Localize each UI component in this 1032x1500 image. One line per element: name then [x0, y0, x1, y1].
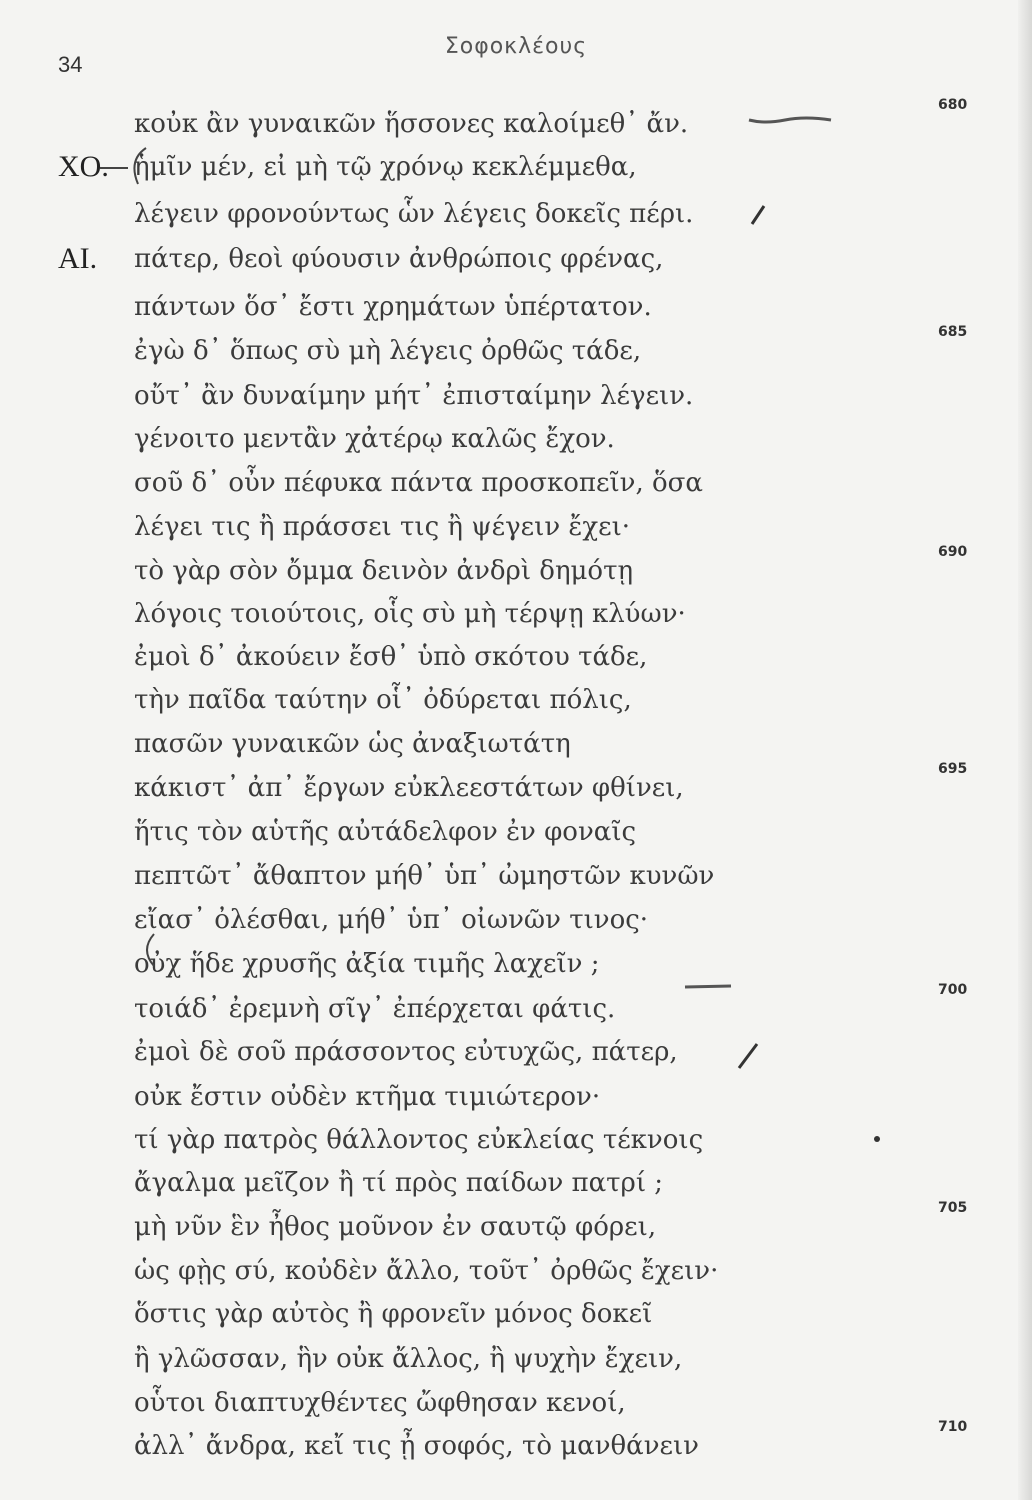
verse-text: ἥτις τὸν αὑτῆς αὐτάδελφον ἐν φοναῖς: [134, 817, 637, 847]
verse-text: πάντων ὅσ᾽ ἔστι χρημάτων ὑπέρτατον.: [134, 292, 652, 322]
verse-line: [0, 1028, 1032, 1076]
verse-line: [0, 761, 1032, 812]
verse-text: πεπτῶτ᾽ ἄθαπτον μήθ᾽ ὑπ᾽ ὠμηστῶν κυνῶν: [134, 861, 715, 891]
running-head: Σοφοκλέους: [444, 34, 588, 59]
verse-text: εἴασ᾽ ὀλέσθαι, μήθ᾽ ὑπ᾽ οἰωνῶν τινος·: [134, 905, 649, 935]
verse-text: ὡς φῂς σύ, κοὐδὲν ἄλλο, τοῦτ᾽ ὀρθῶς ἔχειν·: [134, 1256, 719, 1286]
verse-text: τί γὰρ πατρὸς θάλλοντος εὐκλείας τέκνοις: [134, 1125, 704, 1155]
verse-text: ἄγαλμα μεῖζον ἢ τί πρὸς παίδων πατρί ;: [134, 1168, 664, 1198]
verse-line: [0, 544, 1032, 595]
speaker-label: ΧΟ.: [58, 150, 109, 183]
verse-line: [0, 324, 1032, 375]
verse-line: [0, 633, 1032, 681]
verse-line: [0, 1200, 1032, 1251]
line-number: 705: [938, 1200, 968, 1216]
verse-line: [0, 982, 1032, 1033]
verse-text: ἐγὼ δ᾽ ὅπως σὺ μὴ λέγεις ὀρθῶς τάδε,: [134, 336, 642, 366]
verse-line: [0, 1379, 1032, 1427]
verse-text: λόγοις τοιούτοις, οἷς σὺ μὴ τέρψῃ κλύων·: [134, 599, 686, 629]
verse-text: τοιάδ᾽ ἐρεμνὴ σῖγ᾽ ἐπέρχεται φάτις.: [134, 994, 616, 1024]
line-number: 685: [938, 324, 968, 340]
verse-line: [0, 1335, 1032, 1383]
verse-text: οὐχ ἥδε χρυσῆς ἀξία τιμῆς λαχεῖν ;: [134, 949, 600, 979]
verse-line: [0, 1247, 1032, 1295]
verse-text: κοὐκ ἂν γυναικῶν ἥσσονες καλοίμεθ᾽ ἄν.: [134, 109, 689, 139]
verse-text: λέγειν φρονούντως ὧν λέγεις δοκεῖς πέρι.: [134, 199, 694, 229]
verse-line: [0, 283, 1032, 331]
verse-text: ὅστις γὰρ αὐτὸς ἢ φρονεῖν μόνος δοκεῖ: [134, 1299, 653, 1329]
pencil-bracket-mark: [98, 142, 158, 192]
verse-line: [0, 1159, 1032, 1207]
verse-line: [0, 852, 1032, 900]
verse-text: λέγει τις ἢ πράσσει τις ἢ ψέγειν ἔχει·: [134, 512, 631, 542]
line-number: 690: [938, 544, 968, 560]
pencil-dot-mark: [872, 1134, 882, 1144]
pencil-slash-mark: [748, 202, 768, 228]
pencil-paren-mark: [138, 930, 158, 970]
verse-line: [0, 190, 1032, 238]
verse-text: τὴν παῖδα ταύτην οἷ᾽ ὀδύρεται πόλις,: [134, 685, 632, 715]
verse-text: πασῶν γυναικῶν ὡς ἀναξιωτάτη: [134, 729, 571, 759]
pencil-underline-mark: [745, 110, 835, 130]
verse-line: [0, 415, 1032, 463]
verse-text: γένοιτο μεντἂν χἀτέρῳ καλῶς ἔχον.: [134, 424, 615, 454]
verse-line: [0, 1419, 1032, 1470]
verse-line: [0, 590, 1032, 638]
verse-text: κάκιστ᾽ ἀπ᾽ ἔργων εὐκλεεστάτων φθίνει,: [134, 773, 684, 803]
verse-line: [0, 808, 1032, 856]
verse-text: ἢ γλῶσσαν, ἣν οὐκ ἄλλος, ἢ ψυχὴν ἔχειν,: [134, 1344, 683, 1374]
verse-text: ἀλλ᾽ ἄνδρα, κεἴ τις ᾖ σοφός, τὸ μανθάνειν: [134, 1431, 699, 1461]
verse-line: [0, 1073, 1032, 1121]
verse-line: [0, 503, 1032, 551]
verse-line: [0, 372, 1032, 420]
line-number: 700: [938, 982, 968, 998]
line-number: 695: [938, 761, 968, 777]
verse-text: οὔτ᾽ ἂν δυναίμην μήτ᾽ ἐπισταίμην λέγειν.: [134, 381, 694, 411]
page-number: 34: [58, 52, 83, 77]
verse-line: [0, 97, 1032, 148]
verse-line: [0, 720, 1032, 768]
verse-text: ἐμοὶ δὲ σοῦ πράσσοντος εὐτυχῶς, πάτερ,: [134, 1037, 678, 1067]
verse-line: [0, 235, 1032, 283]
verse-text: οὐκ ἔστιν οὐδὲν κτῆμα τιμιώτερον·: [134, 1082, 601, 1112]
page-edge-shadow: [1018, 0, 1032, 1500]
verse-text: ἐμοὶ δ᾽ ἀκούειν ἔσθ᾽ ὑπὸ σκότου τάδε,: [134, 642, 648, 672]
verse-line: [0, 676, 1032, 724]
verse-text: μὴ νῦν ἓν ἦθος μοῦνον ἐν σαυτῷ φόρει,: [134, 1212, 657, 1242]
verse-text: ἡμῖν μέν, εἰ μὴ τῷ χρόνῳ κεκλέμμεθα,: [134, 152, 637, 182]
verse-text: πάτερ, θεοὶ φύουσιν ἀνθρώποις φρένας,: [134, 244, 664, 274]
line-number: 680: [938, 97, 968, 113]
line-number: 710: [938, 1419, 968, 1435]
verse-text: τὸ γὰρ σὸν ὄμμα δεινὸν ἀνδρὶ δημότῃ: [134, 556, 634, 586]
verse-line: [0, 1290, 1032, 1338]
verse-text: οὗτοι διαπτυχθέντες ὤφθησαν κενοί,: [134, 1388, 626, 1418]
verse-text: σοῦ δ᾽ οὖν πέφυκα πάντα προσκοπεῖν, ὅσα: [134, 468, 703, 498]
pencil-dash-mark: [683, 980, 733, 994]
pencil-slash-mark-2: [735, 1040, 761, 1072]
verse-line: [0, 459, 1032, 507]
speaker-label: ΑΙ.: [58, 242, 98, 275]
